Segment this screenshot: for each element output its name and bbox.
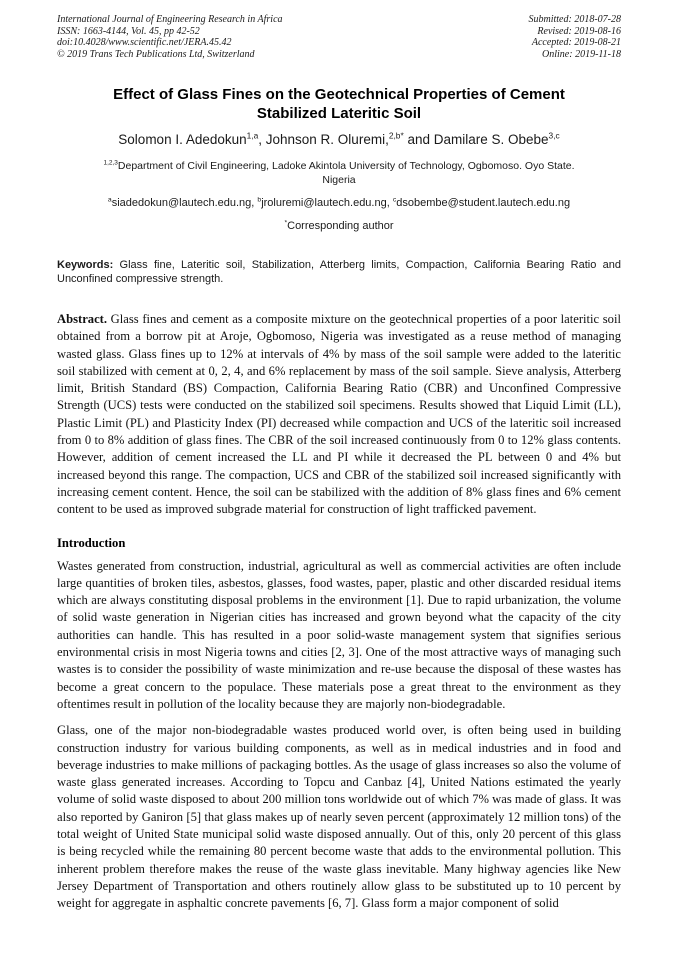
journal-name: International Journal of Engineering Research in Africa	[57, 14, 283, 25]
abstract-text: Glass fines and cement as a composite mixture on the geotechnical properties of a poor lateritic soil obtained from a borrow pit at Aroje, Ogbomoso, Nigeria was investigated as a reuse method of managing wasted glass. Glass fines up to 12% at intervals of 4% by mass of the soil sample were added to the lateritic soil stabilized with cement at 0, 2, 4, and 6% replacement by mass of the soil sample. Sieve analysis, Atterberg limit, British Standard (BS) Compaction, California Bearing Ratio (CBR) and Unconfined Compressive Strength (UCS) tests were conducted on the stabilized soil specimens. Results showed that Liquid Limit (LL), Plastic Limit (PL) and Plasticity Index (PI) decreased while compaction and UCS of the lateritic soil increased from 0 to 8% addition of glass fines. The CBR of the soil increased continuously from 0 to 12% glass contents. However, addition of cement increased the LL and PI while it decreased the PL between 0 and 4% but increased beyond this range. The compaction, UCS and CBR of the stabilized soil increased significantly with increasing cement content. Hence, the soil can be stabilized with the addition of 8% glass fines and 6% cement content to be used as improved subgrade material for construction of light trafficked pavement.	[57, 311, 621, 517]
journal-info	[57, 14, 283, 60]
authors-line: Solomon I. Adedokun$^{1,a}$, Johnson R. Oluremi,$^{2,b*}$ and Damilare S. Obebe$^{3,c}$	[118, 130, 560, 148]
section-heading-introduction: Introduction	[57, 535, 126, 550]
keywords-paragraph	[57, 259, 621, 287]
doi-line: doi:10.4028/www.scientific.net/JERA.45.42	[57, 37, 232, 49]
revised-date: Revised: 2019-08-16	[537, 25, 621, 37]
author-emails-line: $^a$siadedokun@lautech.edu.ng, $^b$jroluremi@lautech.edu.ng, $^c$dsobembe@student.lautech.edu.ng	[107, 196, 571, 210]
corresponding-author-note: *Corresponding author	[284, 219, 394, 233]
abstract-paragraph	[57, 311, 621, 519]
online-date: Online: 2019-11-18	[542, 48, 621, 60]
copyright-line: © 2019 Trans Tech Publications Ltd, Switzerland	[57, 48, 255, 60]
abstract-label: Abstract.	[57, 311, 108, 326]
journal-header	[57, 14, 621, 60]
paper-title: Effect of Glass Fines on the Geotechnical Properties of Cement Stabilized Lateritic Soil	[113, 86, 565, 123]
submission-dates	[529, 14, 622, 60]
introduction-paragraph-1: Wastes generated from construction, industrial, agricultural as well as commercial activities are often include large quantities of broken tiles, asbestos, glasses, food wastes, paper, plastic and other discarded residual items which are always constituting disposal problems in the environment [1]. Due to rapid urbanization, the volume of solid waste generation in Nigerian cities has increased and grown beyond what the capacity of the city authorities can handle. This has resulted in a poor solid-waste management system that signifies serious environmental crisis in most Nigeria towns and cities [2, 3]. One of the most attractive ways of managing such wastes is to consider the possibility of waste minimization and re-use because the disposal of these wastes has become a great concern to the populace. These materials pose a great threat to the environment as they oftentimes result in pollution of the locality because they are majorly non-biodegradable.	[57, 558, 621, 711]
accepted-date: Accepted: 2019-08-21	[531, 37, 621, 49]
keywords-text: Glass fine, Lateritic soil, Stabilization, Atterberg limits, Compaction, California Bearing Ratio and Unconfined compressive strength.	[57, 259, 621, 286]
introduction-paragraph-2: Glass, one of the major non-biodegradable wastes produced world over, is often being used in building construction industry for various building components, as well as in medical industries and in food and beverage industries to make millions of packaging bottles. As the usage of glass increases so also the volume of waste glass generated increases. According to Topcu and Canbaz [4], United Nations estimated the yearly volume of solid waste disposed to about 200 million tons worldwide out of which 7% was made of glass. It was also reported by Ganiron [5] that glass makes up of nearly seven percent (approximately 12 million tons) of the total weight of United State municipal solid waste disposed annually. Out of this, only 20 percent of this glass is being recycled while the remaining 80 percent become waste that adds to the environmental pollution. This inherent problem therefore makes the reuse of the waste glass inevitable. Many highway agencies like New Jersey Department of Transportation and others routinely allow glass to be substituted up to 10 percent by weight for aggregate in asphaltic concrete pavements [6, 7]. Glass form a major component of solid	[57, 723, 621, 911]
keywords-label: Keywords:	[57, 259, 114, 272]
page-content	[57, 14, 621, 912]
issn-volume-line: ISSN: 1663-4144, Vol. 45, pp 42-52	[57, 25, 200, 37]
submitted-date: Submitted: 2018-07-28	[528, 14, 621, 25]
affiliation-line: $^{1,2,3}$Department of Civil Engineering, Ladoke Akintola University of Technology, Ogbomoso. Oyo State. Nigeria	[103, 159, 575, 186]
